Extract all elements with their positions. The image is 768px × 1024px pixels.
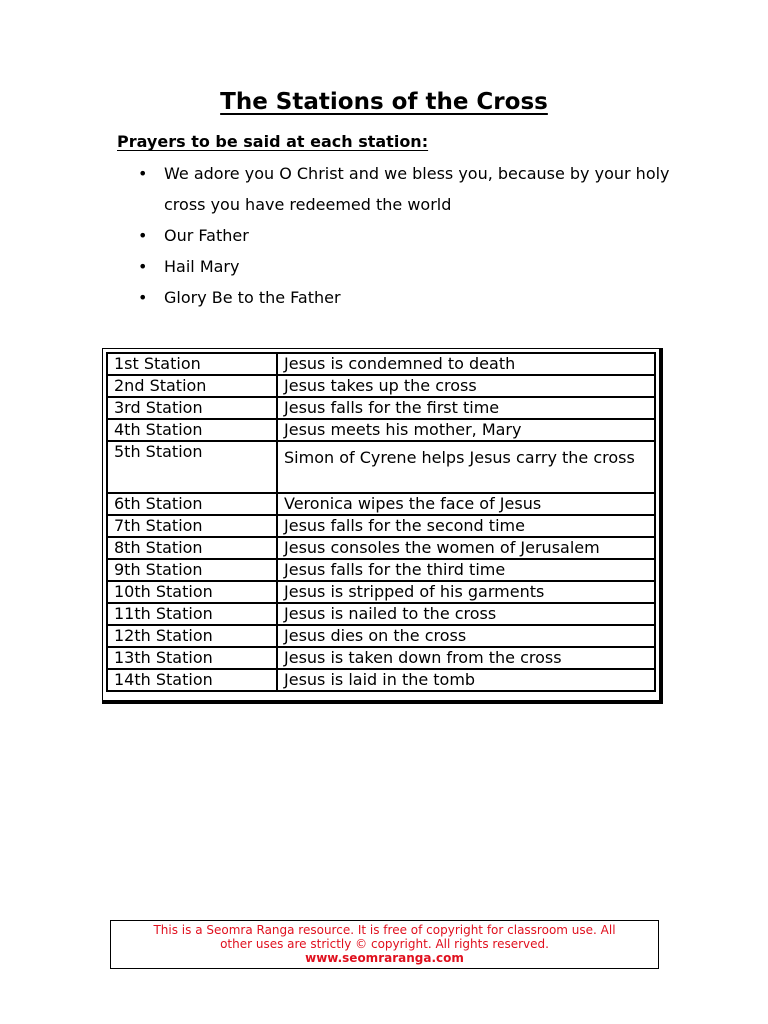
station-event: Jesus takes up the cross bbox=[277, 375, 655, 397]
station-event: Jesus is laid in the tomb bbox=[277, 669, 655, 691]
bullet-icon: • bbox=[138, 288, 148, 307]
station-event: Jesus is condemned to death bbox=[277, 353, 655, 375]
station-number: 12th Station bbox=[107, 625, 277, 647]
table-row bbox=[107, 647, 655, 669]
station-number: 13th Station bbox=[107, 647, 277, 669]
table-row bbox=[107, 353, 655, 375]
station-event: Jesus is stripped of his garments bbox=[277, 581, 655, 603]
station-number: 2nd Station bbox=[107, 375, 277, 397]
station-event: Jesus is nailed to the cross bbox=[277, 603, 655, 625]
station-number: 6th Station bbox=[107, 493, 277, 515]
station-event: Veronica wipes the face of Jesus bbox=[277, 493, 655, 515]
prayer-item bbox=[134, 282, 674, 313]
station-event: Jesus falls for the second time bbox=[277, 515, 655, 537]
table-row bbox=[107, 375, 655, 397]
station-event: Simon of Cyrene helps Jesus carry the cross bbox=[277, 441, 655, 493]
table-row bbox=[107, 537, 655, 559]
prayer-item bbox=[134, 158, 674, 220]
station-number: 5th Station bbox=[107, 441, 277, 493]
station-number: 11th Station bbox=[107, 603, 277, 625]
copyright-footer bbox=[110, 920, 659, 969]
prayer-list bbox=[134, 158, 674, 313]
prayer-item bbox=[134, 220, 674, 251]
station-event: Jesus consoles the women of Jerusalem bbox=[277, 537, 655, 559]
table-row bbox=[107, 559, 655, 581]
prayer-item bbox=[134, 251, 674, 282]
station-event: Jesus is taken down from the cross bbox=[277, 647, 655, 669]
prayers-heading: Prayers to be said at each station: bbox=[117, 132, 429, 151]
table-row bbox=[107, 515, 655, 537]
footer-line-1: This is a Seomra Ranga resource. It is free of copyright for classroom use. All bbox=[153, 923, 616, 937]
bullet-icon: • bbox=[138, 257, 148, 276]
station-event: Jesus dies on the cross bbox=[277, 625, 655, 647]
station-number: 4th Station bbox=[107, 419, 277, 441]
prayer-text: Our Father bbox=[164, 226, 249, 245]
table-row bbox=[107, 419, 655, 441]
station-event: Jesus meets his mother, Mary bbox=[277, 419, 655, 441]
footer-url-link[interactable]: www.seomraranga.com bbox=[305, 951, 464, 965]
stations-table-frame bbox=[102, 348, 663, 704]
station-number: 7th Station bbox=[107, 515, 277, 537]
table-row bbox=[107, 493, 655, 515]
table-row bbox=[107, 441, 655, 493]
table-row bbox=[107, 581, 655, 603]
table-row bbox=[107, 625, 655, 647]
prayer-text: Hail Mary bbox=[164, 257, 240, 276]
table-row bbox=[107, 603, 655, 625]
table-row bbox=[107, 669, 655, 691]
station-number: 8th Station bbox=[107, 537, 277, 559]
station-event: Jesus falls for the first time bbox=[277, 397, 655, 419]
prayer-text: We adore you O Christ and we bless you, because by your holy cross you have redeemed the world bbox=[164, 164, 670, 214]
station-number: 1st Station bbox=[107, 353, 277, 375]
prayer-text: Glory Be to the Father bbox=[164, 288, 341, 307]
station-number: 9th Station bbox=[107, 559, 277, 581]
page-title: The Stations of the Cross bbox=[220, 89, 548, 115]
table-row bbox=[107, 397, 655, 419]
stations-table bbox=[106, 352, 656, 692]
station-event: Jesus falls for the third time bbox=[277, 559, 655, 581]
footer-line-2: other uses are strictly © copyright. All rights reserved. bbox=[220, 937, 549, 951]
station-number: 14th Station bbox=[107, 669, 277, 691]
bullet-icon: • bbox=[138, 226, 148, 245]
bullet-icon: • bbox=[138, 164, 148, 183]
station-number: 3rd Station bbox=[107, 397, 277, 419]
station-number: 10th Station bbox=[107, 581, 277, 603]
